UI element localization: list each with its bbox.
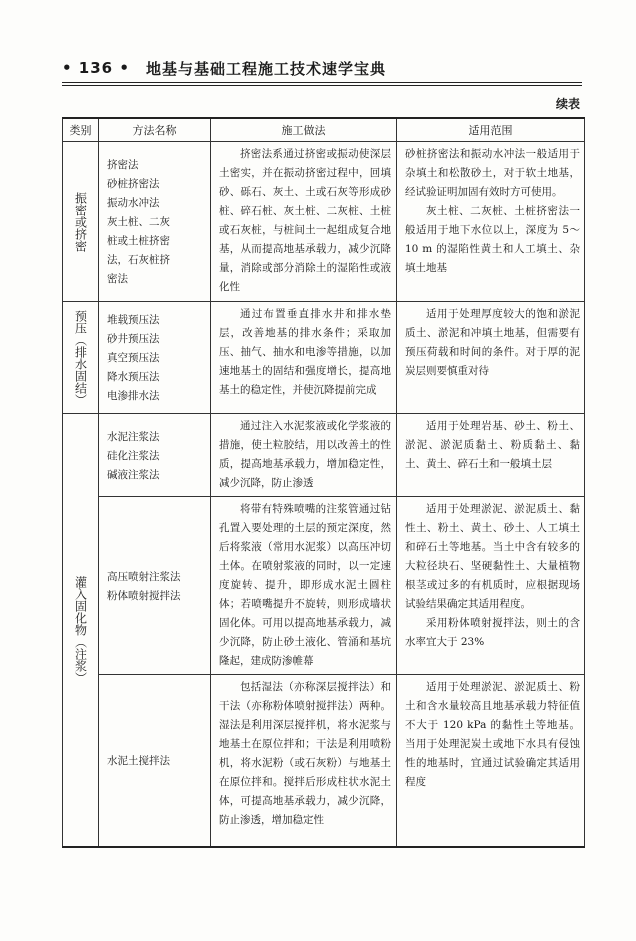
category-cell: [63, 414, 99, 847]
scope-text: 灰土桩、二灰桩、土桩挤密法一般适用于地下水位以上，深度为 5～10 m 的湿陷性黄土和人工填土、杂填土地基: [405, 205, 580, 274]
method-name: 法，石灰桩挤: [107, 254, 170, 266]
scope-text: 适用于处理淤泥、淤泥质土、粉土和含水量较高且地基承载力特征值不大于 120 kPa 的黏性土等地基。当用于处理泥炭土或地下水具有侵蚀性的地基时，宜通过试验确定其适用程度: [405, 681, 580, 788]
scope-text: 适用于处理厚度较大的饱和淤泥质土、淤泥和冲填土地基，但需要有预压荷载和时间的条件。对于厚的泥炭层则要慎重对待: [405, 308, 580, 377]
method-names-cell: [99, 675, 211, 847]
scope-text: 适用于处理淤泥、淤泥质土、黏性土、粉土、黄土、砂土、人工填土和碎石土等地基。当土中含有较多的大粒径块石、坚硬黏性土、大量植物根茎或过多的有机质时，应根据现场试验结果确定其适用程度。: [405, 503, 580, 610]
header-practice: 施工做法: [211, 118, 397, 142]
method-name: 硅化注浆法: [107, 449, 160, 462]
table-row: [63, 497, 585, 675]
methods-table: [62, 117, 585, 848]
method-names-cell: [99, 302, 211, 414]
table-row: [63, 142, 585, 302]
method-name: 电渗排水法: [107, 390, 160, 402]
header-rule-thick: [62, 82, 582, 83]
practice-text: 通过布置垂直排水井和排水垫层，改善地基的排水条件；采取加压、抽气、抽水和电渗等措施，以加速地基土的固结和强度增长，提高地基土的稳定性，并使沉降提前完成: [219, 308, 391, 396]
method-name: 密法: [107, 273, 128, 285]
method-name: 振动水冲法: [107, 197, 160, 209]
scope-text: 适用于处理岩基、砂土、粉土、淤泥、淤泥质黏土、粉质黏土、黏土、黄土、碎石土和一般填土层: [405, 420, 580, 470]
method-name: 粉体喷射搅拌法: [107, 589, 181, 602]
method-name: 挤密法: [107, 159, 139, 171]
table-header-row: [63, 118, 585, 142]
method-name: 碱液注浆法: [107, 468, 160, 481]
method-name: 真空预压法: [107, 352, 160, 364]
method-name: 高压喷射注浆法: [107, 570, 181, 583]
category-label: 灌入固化物（注浆）: [73, 575, 88, 684]
header-method-name: 方法名称: [99, 118, 211, 142]
scope-cell: [397, 142, 585, 302]
method-name: 水泥注浆法: [107, 430, 160, 443]
method-name: 堆载预压法: [107, 314, 160, 326]
method-name: 灰土桩、二灰: [107, 216, 170, 228]
header-category: 类别: [63, 118, 99, 142]
continued-label: 续表: [555, 97, 580, 111]
practice-cell: [211, 302, 397, 414]
practice-text: 挤密法系通过挤密或振动使深层土密实，并在振动挤密过程中，回填砂、砾石、灰土、土或石灰等形成砂桩、碎石桩、灰土桩、二灰桩、土桩或石灰桩，与桩间土一起组成复合地基，从而提高地基承载力，减少沉降量，消除或部分消除土的湿陷性或液化性: [219, 148, 391, 293]
method-name: 水泥土搅拌法: [107, 754, 170, 767]
category-cell: [63, 302, 99, 414]
practice-cell: [211, 675, 397, 847]
page-number: • 136 •: [62, 59, 130, 77]
practice-text: 包括湿法（亦称深层搅拌法）和干法（亦称粉体喷射搅拌法）两种。湿法是利用深层搅拌机，将水泥浆与地基土在原位拌和；干法是利用喷粉机，将水泥粉（或石灰粉）与地基土在原位拌和。搅拌后形成柱状水泥土体，可提高地基承载力，减少沉降，防止渗透，增加稳定性: [219, 681, 391, 826]
category-cell: [63, 142, 99, 302]
running-header: [62, 57, 582, 79]
scope-cell: [397, 675, 585, 847]
scope-cell: [397, 302, 585, 414]
book-title: 地基与基础工程施工技术速学宝典: [145, 59, 386, 78]
category-label: 预压（排水固结）: [73, 309, 88, 406]
methods-table-wrapper: [62, 117, 584, 848]
method-names-cell: [99, 497, 211, 675]
scope-cell: [397, 497, 585, 675]
practice-cell: [211, 414, 397, 497]
method-name: 降水预压法: [107, 371, 160, 383]
practice-text: 通过注入水泥浆液或化学浆液的措施，使土粒胶结，用以改善土的性质，提高地基承载力，增加稳定性，减少沉降，防止渗透: [219, 420, 391, 489]
table-row: [63, 675, 585, 847]
header-rule-thin: [62, 85, 582, 86]
practice-text: 将带有特殊喷嘴的注浆管通过钻孔置入要处理的土层的预定深度，然后将浆液（常用水泥浆）以高压冲切土体。在喷射浆液的同时，以一定速度旋转、提升，即形成水泥土圆柱体；若喷嘴提升不旋转，则形成墙状固化体。可用以提高地基承载力，减少沉降，防止砂土液化、管涌和基坑隆起，建成防渗帷幕: [219, 503, 391, 667]
category-label: 振密或挤密: [73, 191, 88, 252]
method-name: 桩或土桩挤密: [107, 235, 170, 247]
scope-text: 采用粉体喷射搅拌法，则土的含水率宜大于 23%: [405, 617, 580, 648]
scope-cell: [397, 414, 585, 497]
header-scope: 适用范围: [397, 118, 585, 142]
practice-cell: [211, 497, 397, 675]
scope-text: 砂桩挤密法和振动水冲法一般适用于杂填土和松散砂土，对于软土地基，经试验证明加固有效时方可使用。: [405, 148, 580, 198]
practice-cell: [211, 142, 397, 302]
method-name: 砂桩挤密法: [107, 178, 160, 190]
method-names-cell: [99, 414, 211, 497]
table-row: [63, 302, 585, 414]
table-row: [63, 414, 585, 497]
method-name: 砂井预压法: [107, 333, 160, 345]
method-names-cell: [99, 142, 211, 302]
